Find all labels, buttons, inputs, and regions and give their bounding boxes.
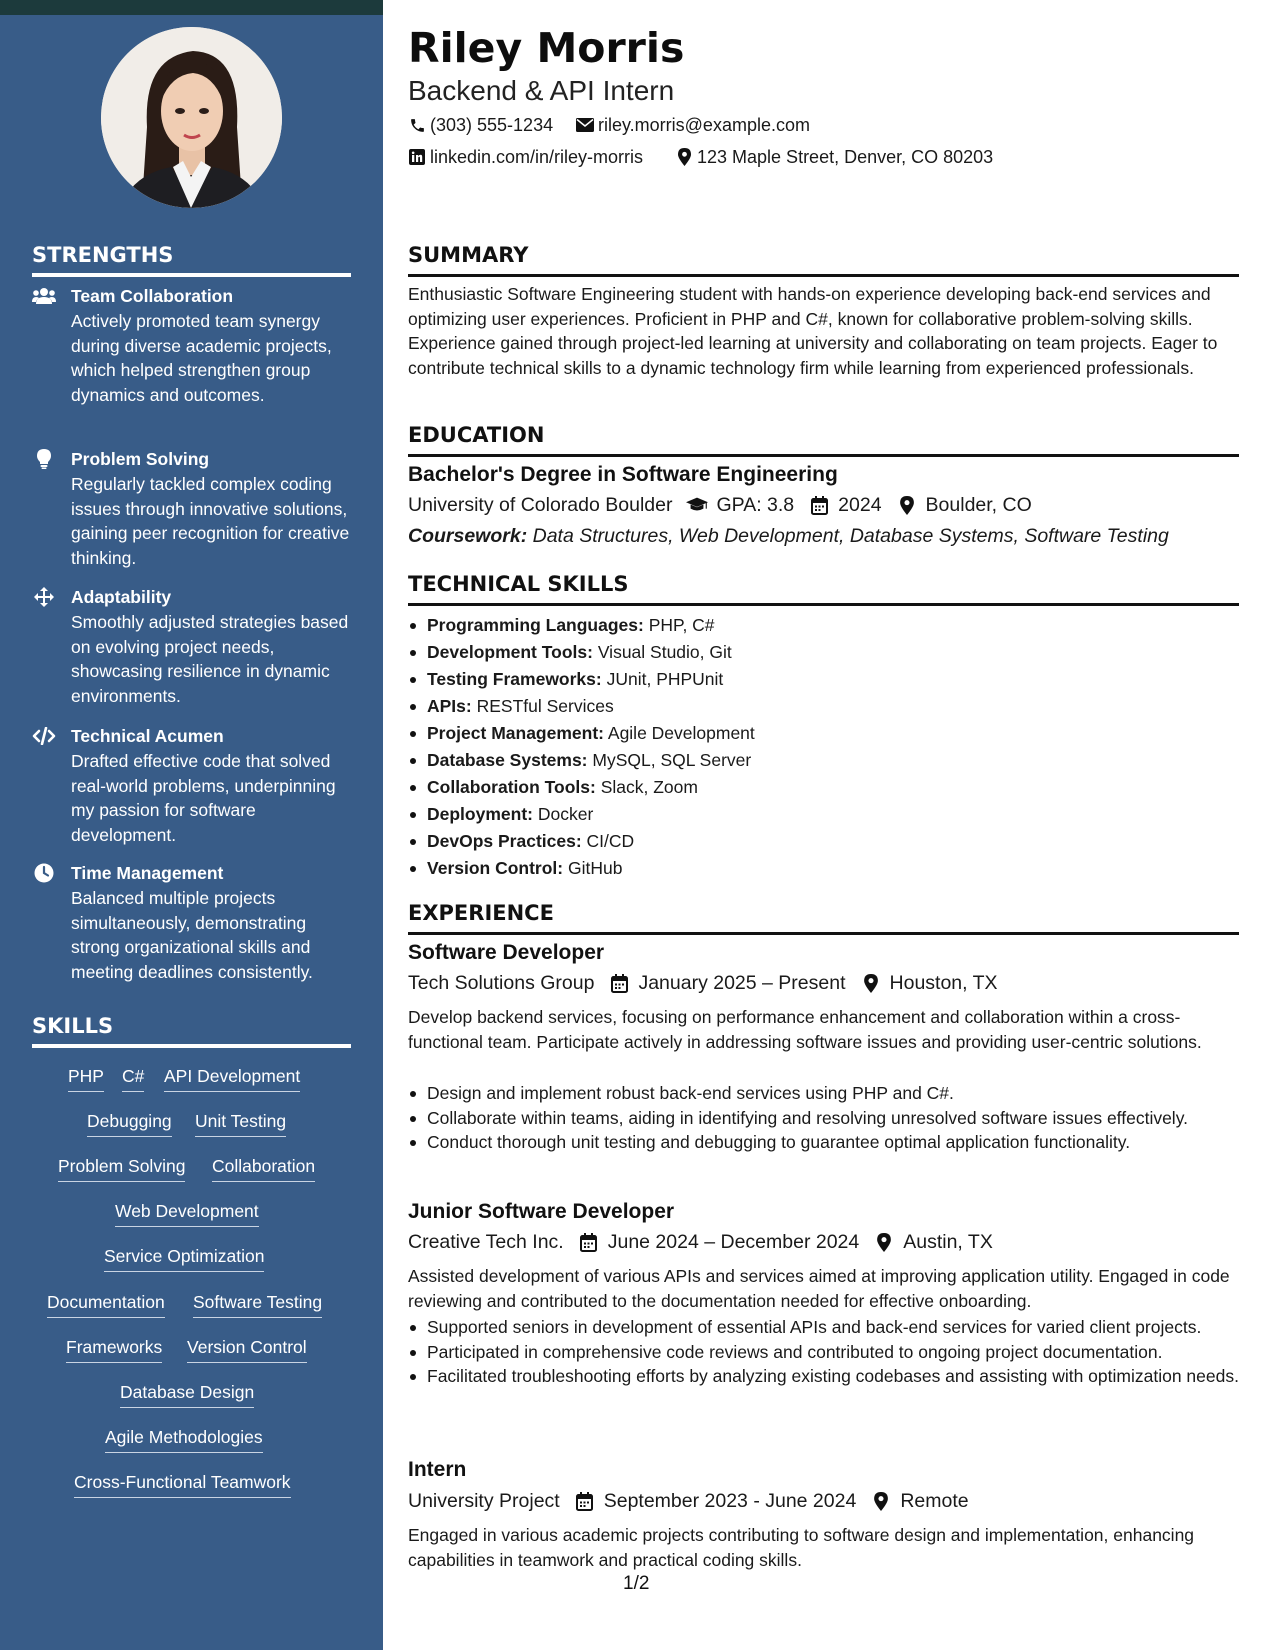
candidate-name: Riley Morris — [408, 24, 685, 72]
job-summary: Develop backend services, focusing on performance enhancement and collaboration within a cross-functional team. Participate actively in addressing software issues and providing user-centric solutions. — [408, 1007, 1202, 1052]
phone-text: (303) 555-1234 — [430, 115, 554, 135]
linkedin-text[interactable]: linkedin.com/in/riley-morris — [430, 147, 644, 167]
linkedin-icon — [408, 148, 426, 166]
skill-tag: Database Design — [120, 1380, 254, 1408]
strength-item — [32, 448, 352, 570]
job-role: Software Developer — [408, 941, 605, 964]
sidebar — [0, 0, 383, 1650]
strength-title: Team Collaboration — [71, 286, 234, 306]
education-heading: EDUCATION — [408, 422, 1239, 457]
map-pin-icon — [870, 1490, 892, 1512]
job-title: Backend & API Intern — [408, 75, 675, 106]
job-dates: June 2024 – December 2024 — [607, 1231, 860, 1253]
calendar-icon — [608, 972, 630, 994]
strength-title: Problem Solving — [71, 449, 210, 469]
avatar — [101, 27, 282, 208]
page-number: 1/2 — [623, 1573, 650, 1594]
users-icon — [32, 286, 56, 306]
skill-tag: Debugging — [87, 1109, 172, 1137]
arrows-move-icon — [32, 587, 56, 607]
list-item: Programming Languages: PHP, C# — [408, 612, 1240, 639]
clock-icon — [32, 863, 56, 883]
list-item: Design and implement robust back-end services using PHP and C#. — [408, 1081, 1240, 1106]
job-dates: September 2023 - June 2024 — [603, 1490, 857, 1512]
strength-title: Adaptability — [71, 587, 172, 607]
strengths-heading: STRENGTHS — [32, 242, 351, 277]
strength-item — [32, 862, 352, 984]
job-location: Austin, TX — [903, 1231, 993, 1253]
skill-tag: C# — [122, 1064, 144, 1092]
gpa-text: GPA: 3.8 — [716, 494, 795, 516]
map-pin-icon — [860, 972, 882, 994]
list-item: Supported seniors in development of essential APIs and back-end services for varied client projects. — [408, 1315, 1240, 1340]
skill-tag: Documentation — [47, 1290, 165, 1318]
job-summary: Engaged in various academic projects contributing to software design and implementation, enhancing capabilities in teamwork and practical coding skills. — [408, 1525, 1195, 1570]
job-bullets — [408, 1081, 1240, 1155]
job-meta — [408, 1229, 993, 1255]
list-item: Facilitated troubleshooting efforts by analyzing existing codebases and assisting with optimization needs. — [408, 1364, 1240, 1389]
strength-description: Regularly tackled complex coding issues through innovative solutions, gaining peer recognition for creative thinking. — [71, 474, 350, 568]
skill-tag: Frameworks — [66, 1335, 162, 1363]
list-item: Database Systems: MySQL, SQL Server — [408, 747, 1240, 774]
strength-description: Drafted effective code that solved real-world problems, underpinning my passion for software development. — [71, 751, 336, 845]
strength-description: Actively promoted team synergy during diverse academic projects, which helped strengthen group dynamics and outcomes. — [71, 311, 332, 405]
strength-item — [32, 586, 352, 708]
email-text[interactable]: riley.morris@example.com — [598, 115, 810, 135]
phone-icon — [408, 116, 426, 134]
summary-text: Enthusiastic Software Engineering student with hands-on experience developing back-end services and optimizing user experiences. Proficient in PHP and C#, known for collaborative problem-solving skills. Experience gained through project-led learning at university and collaborating on team projects. Eager to contribute technical skills to a dynamic technology firm while learning from experienced professionals. — [408, 284, 1218, 378]
job-location: Houston, TX — [889, 972, 998, 994]
list-item: Testing Frameworks: JUnit, PHPUnit — [408, 666, 1240, 693]
strength-title: Time Management — [71, 863, 224, 883]
list-item: Conduct thorough unit testing and debugging to guarantee optimal application functionality. — [408, 1130, 1240, 1155]
skills-heading: SKILLS — [32, 1013, 351, 1048]
list-item: Development Tools: Visual Studio, Git — [408, 639, 1240, 666]
technical-skills-heading: TECHNICAL SKILLS — [408, 571, 1239, 606]
coursework-label: Coursework: — [408, 525, 528, 547]
list-item: DevOps Practices: CI/CD — [408, 828, 1240, 855]
skill-tag: PHP — [68, 1064, 104, 1092]
job-dates: January 2025 – Present — [638, 972, 846, 994]
map-pin-icon — [873, 1231, 895, 1253]
skill-tag: Agile Methodologies — [105, 1425, 263, 1453]
contact-phone — [408, 114, 553, 136]
list-item: APIs: RESTful Services — [408, 693, 1240, 720]
job-summary: Assisted development of various APIs and services aimed at improving application utility. Engaged in code reviewing and contributed to the documentation needed for effective onboarding. — [408, 1266, 1230, 1311]
contact-email — [576, 114, 810, 136]
lightbulb-icon — [32, 449, 56, 469]
list-item: Deployment: Docker — [408, 801, 1240, 828]
envelope-icon — [576, 116, 594, 134]
skill-tag: Cross-Functional Teamwork — [74, 1470, 291, 1498]
job-role: Intern — [408, 1458, 467, 1481]
skill-tag: Unit Testing — [195, 1109, 286, 1137]
calendar-icon — [808, 494, 830, 516]
code-icon — [32, 726, 56, 746]
job-meta — [408, 970, 998, 996]
list-item: Collaborate within teams, aiding in identifying and resolving unresolved software issues effectively. — [408, 1106, 1240, 1131]
strength-description: Balanced multiple projects simultaneously, demonstrating strong organizational skills and meeting deadlines consistently. — [71, 888, 313, 982]
list-item: Version Control: GitHub — [408, 855, 1240, 882]
map-pin-icon — [896, 494, 918, 516]
education-meta — [408, 492, 1032, 518]
address-text: 123 Maple Street, Denver, CO 80203 — [697, 147, 994, 167]
sidebar-top-bar — [0, 0, 383, 15]
school-location: Boulder, CO — [925, 494, 1032, 516]
job-bullets — [408, 1315, 1240, 1389]
list-item: Project Management: Agile Development — [408, 720, 1240, 747]
coursework — [408, 523, 1169, 549]
strength-description: Smoothly adjusted strategies based on evolving project needs, showcasing resilience in dynamic environments. — [71, 612, 349, 706]
contact-address — [675, 146, 993, 168]
job-location: Remote — [900, 1490, 969, 1512]
graduation-year: 2024 — [838, 494, 882, 516]
summary-heading: SUMMARY — [408, 242, 1239, 277]
experience-heading: EXPERIENCE — [408, 900, 1239, 935]
skill-tag: Service Optimization — [104, 1244, 264, 1272]
strength-title: Technical Acumen — [71, 726, 224, 746]
graduation-cap-icon — [686, 494, 708, 516]
company-name: Tech Solutions Group — [408, 972, 595, 994]
technical-skills-list — [408, 612, 1240, 882]
job-role: Junior Software Developer — [408, 1200, 675, 1223]
calendar-icon — [574, 1490, 596, 1512]
skill-tag: Web Development — [115, 1199, 259, 1227]
contact-linkedin — [408, 146, 643, 168]
list-item: Collaboration Tools: Slack, Zoom — [408, 774, 1240, 801]
strength-item — [32, 285, 352, 407]
calendar-icon — [578, 1231, 600, 1253]
list-item: Participated in comprehensive code reviews and contributed to ongoing project documentation. — [408, 1340, 1240, 1365]
school-name: University of Colorado Boulder — [408, 494, 673, 516]
company-name: Creative Tech Inc. — [408, 1231, 564, 1253]
strength-item — [32, 725, 352, 847]
company-name: University Project — [408, 1490, 560, 1512]
coursework-text: Data Structures, Web Development, Database Systems, Software Testing — [532, 525, 1169, 547]
skill-tag: Version Control — [187, 1335, 307, 1363]
job-meta — [408, 1488, 969, 1514]
skill-tag: Problem Solving — [58, 1154, 185, 1182]
skill-tag: Software Testing — [193, 1290, 322, 1318]
degree-title: Bachelor's Degree in Software Engineering — [408, 463, 838, 486]
skill-tag: Collaboration — [212, 1154, 315, 1182]
map-pin-icon — [675, 148, 693, 166]
skill-tag: API Development — [164, 1064, 300, 1092]
